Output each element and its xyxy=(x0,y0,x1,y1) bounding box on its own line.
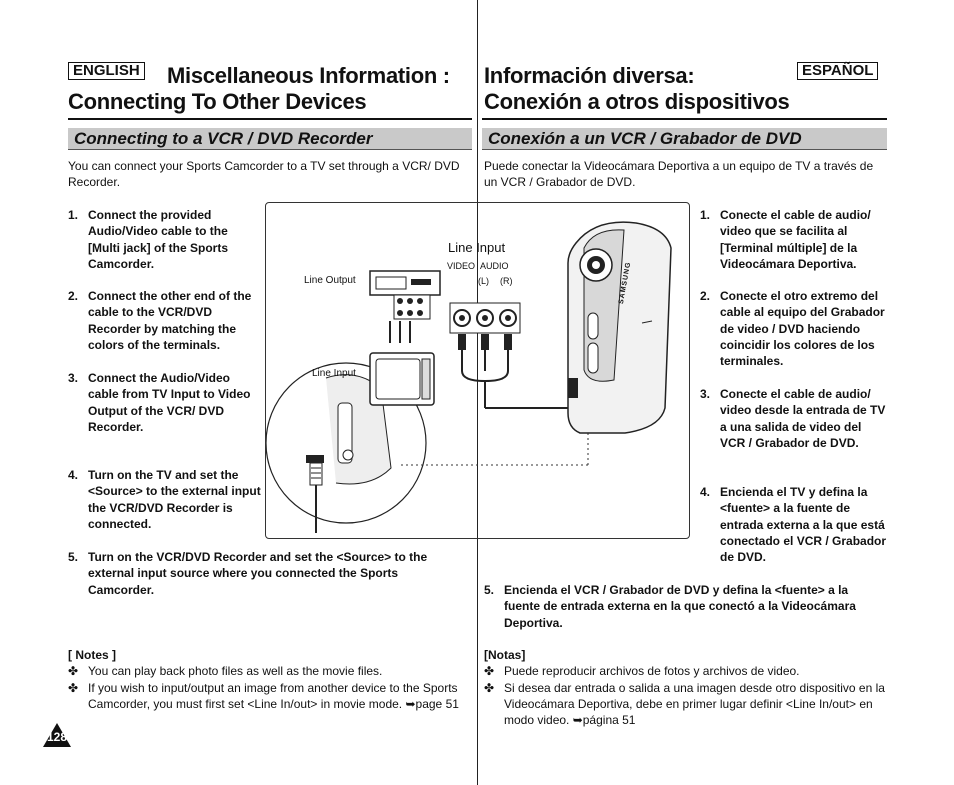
left-intro: You can connect your Sports Camcorder to a TV set through a VCR/ DVD Recorder. xyxy=(68,159,460,189)
notes-heading: [Notas] xyxy=(484,648,526,662)
step-text: Turn on the VCR/DVD Recorder and set the <Source> to the external input source where you connected the Sports Camcorder. xyxy=(88,550,428,597)
step-number: 5. xyxy=(68,550,79,564)
right-section-title: Conexión a un VCR / Grabador de DVD xyxy=(482,128,887,150)
page-number-text: 128 xyxy=(46,730,68,744)
audio-label: AUDIO xyxy=(480,261,509,271)
bullet-icon: ✤ xyxy=(68,664,79,679)
samsung-logo: SAMSUNG xyxy=(617,261,633,305)
step-number: 1. xyxy=(68,208,79,222)
step-number: 4. xyxy=(68,468,79,482)
espanol-badge: ESPAÑOL xyxy=(797,62,878,80)
step-text: Conecte el cable de audio/ video desde la entrada de TV a una salida de video del VCR / Grabador de DVD. xyxy=(720,387,886,450)
left-title-rule xyxy=(68,118,472,120)
bullet-icon: ✤ xyxy=(484,680,495,695)
page-number xyxy=(42,722,72,748)
note-item xyxy=(68,663,472,679)
step-text: Conecte el cable de audio/ video que se facilita al [Terminal múltiple] de la Videocámara Deportiva. xyxy=(720,208,871,271)
bullet-icon: ✤ xyxy=(484,664,495,679)
step-text: Connect the provided Audio/Video cable to the [Multi jack] of the Sports Camcorder. xyxy=(88,208,229,271)
note-item xyxy=(68,680,472,713)
tv-line-input-label: Line Input xyxy=(312,368,356,379)
step-number: 5. xyxy=(484,583,495,597)
audio-right-label: (R) xyxy=(500,276,513,286)
bullet-icon: ✤ xyxy=(68,680,79,695)
right-title-line2: Conexión a otros dispositivos xyxy=(484,89,790,114)
note-text: You can play back photo files as well as the movie files. xyxy=(88,664,383,679)
step-number: 1. xyxy=(700,208,711,222)
step-text: Encienda el VCR / Grabador de DVD y defina la <fuente> a la fuente de entrada externa en la que conectó a la Videocámara Deportiva. xyxy=(504,583,856,630)
note-text: If you wish to input/output an image from another device to the Sports Camcorder, you must first set <Line In/out> in movie mode. ➥page 51 xyxy=(88,680,459,711)
line-input-label: Line Input xyxy=(448,240,506,255)
step-text: Turn on the TV and set the <Source> to the external input the VCR/DVD Recorder is connected. xyxy=(88,468,261,531)
left-title-line2: Connecting To Other Devices xyxy=(68,89,367,114)
notes-heading: [ Notes ] xyxy=(68,648,116,662)
step-text: Connect the Audio/Video cable from TV Input to Video Output of the VCR/ DVD Recorder. xyxy=(88,371,251,434)
note-item xyxy=(484,663,886,679)
step-text: Conecte el otro extremo del cable al equipo del Grabador de video / DVD haciendo coincidir los colores de los terminales. xyxy=(720,289,885,369)
connection-diagram xyxy=(265,202,690,539)
left-section-title: Connecting to a VCR / DVD Recorder xyxy=(68,128,472,150)
step-number: 4. xyxy=(700,485,711,499)
step-number: 3. xyxy=(68,371,79,385)
english-badge: ENGLISH xyxy=(68,62,145,80)
right-intro: Puede conectar la Videocámara Deportiva a un equipo de TV a través de un VCR / Grabador de DVD. xyxy=(484,159,874,189)
step-number: 2. xyxy=(68,289,79,303)
right-title-rule xyxy=(482,118,887,120)
note-text: Si desea dar entrada o salida a una imagen desde otro dispositivo en la Videocámara Deportiva, debe en primer lugar definir <Line In/out> en modo video. ➥página 51 xyxy=(504,680,885,728)
step-number: 3. xyxy=(700,387,711,401)
left-notes xyxy=(68,647,472,712)
line-output-label: Line Output xyxy=(304,275,356,286)
step-text: Connect the other end of the cable to the VCR/DVD Recorder by matching the colors of the terminals. xyxy=(88,289,252,352)
step-text: Encienda el TV y defina la <fuente> a la fuente de entrada externa a la que está conectado el VCR / Grabador de DVD. xyxy=(720,485,887,565)
step-number: 2. xyxy=(700,289,711,303)
right-notes xyxy=(484,647,886,728)
right-title-line1: Información diversa: xyxy=(484,63,695,88)
note-text: Puede reproducir archivos de fotos y archivos de video. xyxy=(504,664,800,679)
note-item xyxy=(484,680,886,729)
audio-left-label: (L) xyxy=(478,276,489,286)
video-label: VIDEO xyxy=(447,261,476,271)
left-title-line1: Miscellaneous Information : xyxy=(167,63,450,88)
